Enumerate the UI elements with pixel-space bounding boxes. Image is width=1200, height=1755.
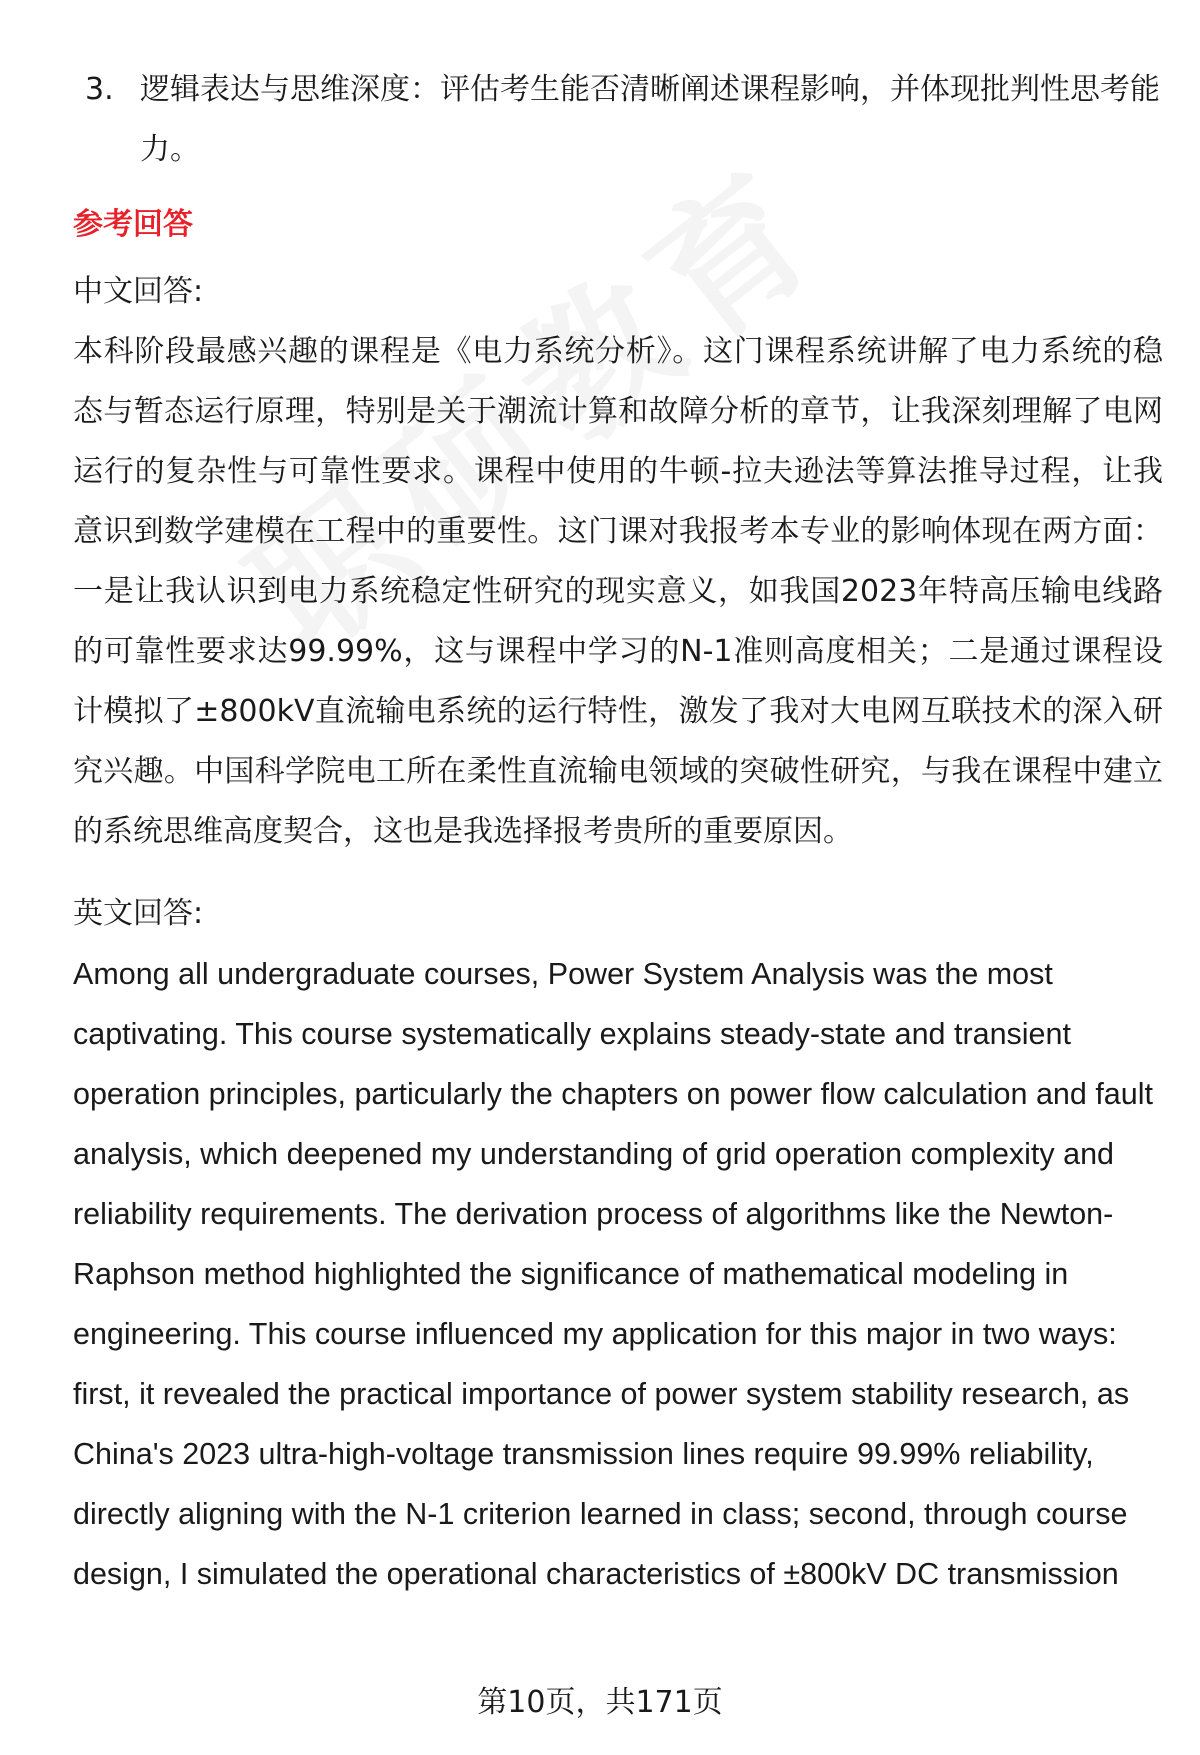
list-item-text: 逻辑表达与思维深度：评估考生能否清晰阐述课程影响，并体现批判性思考能力。	[140, 72, 1160, 167]
chinese-answer-label: 中文回答:	[73, 274, 204, 309]
page-number-footer: 第10页，共171页	[477, 1685, 723, 1720]
section-title: 参考回答	[73, 207, 193, 242]
page-content	[73, 60, 1163, 1604]
english-answer-paragraph: Among all undergraduate courses, Power System Analysis was the most captivating. This course systematically explains steady-state and transient operation principles, particularly the chapters on power flow calculation and fault analysis, which deepened my understanding of grid operation complexity and reliability requirements. The derivation process of algorithms like the Newton-Raphson method highlighted the significance of mathematical modeling in engineering. This course influenced my application for this major in two ways: first, it revealed the practical importance of power system stability research, as China's 2023 ultra-high-voltage transmission lines require 99.99% reliability, directly aligning with the N-1 criterion learned in class; second, through course design, I simulated the operational characteristics of ±800kV DC transmission	[73, 957, 1153, 1591]
criteria-list-item	[73, 60, 1163, 180]
english-answer-label: 英文回答:	[73, 896, 204, 931]
chinese-answer-paragraph: 本科阶段最感兴趣的课程是《电力系统分析》。这门课程系统讲解了电力系统的稳态与暂态运行原理，特别是关于潮流计算和故障分析的章节，让我深刻理解了电网运行的复杂性与可靠性要求。课程中使用的牛顿-拉夫逊法等算法推导过程，让我意识到数学建模在工程中的重要性。这门课对我报考本专业的影响体现在两方面：一是让我认识到电力系统稳定性研究的现实意义，如我国2023年特高压输电线路的可靠性要求达99.99%，这与课程中学习的N-1准则高度相关；二是通过课程设计模拟了±800kV直流输电系统的运行特性，激发了我对大电网互联技术的深入研究兴趣。中国科学院电工所在柔性直流输电领域的突破性研究，与我在课程中建立的系统思维高度契合，这也是我选择报考贵所的重要原因。	[73, 334, 1163, 849]
list-item-number: 3.	[85, 72, 114, 107]
